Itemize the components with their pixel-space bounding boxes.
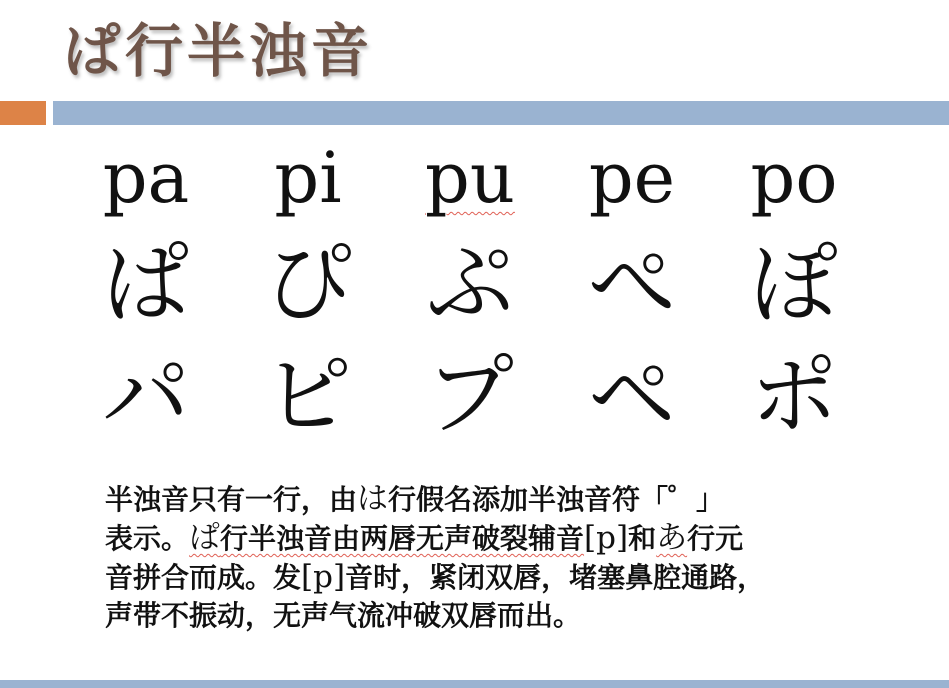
phoneme-p: [p] [584, 520, 629, 556]
phoneme-p: [p] [301, 559, 346, 595]
romaji-cell-pa: pa [102, 137, 190, 219]
romaji-cell-po: po [750, 137, 838, 219]
hiragana-cell-pu: ぷ [425, 232, 514, 335]
handakuten-mark: 「゜」 [640, 483, 725, 516]
hiragana-cell-po: ぽ [749, 232, 838, 335]
paragraph-kana-pa: ぱ [189, 520, 221, 556]
romaji-cell-pu: pu [425, 137, 515, 219]
paragraph-text: 音时，紧闭双唇，堵塞鼻腔通路， [345, 561, 766, 594]
romaji-cell-pe: pe [588, 137, 676, 219]
katakana-cell-pe: ペ [587, 344, 676, 447]
katakana-cell-pa: パ [101, 344, 190, 447]
paragraph-line-1 [105, 480, 895, 519]
katakana-cell-pu: プ [425, 344, 514, 447]
paragraph-text: 半浊音只有一行，由 [105, 483, 358, 516]
hiragana-cell-pe: ぺ [587, 232, 676, 335]
paragraph-text: 表示。 [105, 522, 190, 555]
paragraph-kana-ha: は [357, 481, 389, 517]
paragraph-text: 和 [628, 522, 657, 555]
kana-table [65, 128, 875, 452]
explanation-paragraph [105, 480, 895, 635]
katakana-cell-po: ポ [749, 344, 838, 447]
paragraph-text: 行假名添加半浊音符 [388, 483, 641, 516]
slide-title: ぱ行半浊音 [63, 17, 374, 85]
katakana-cell-pi: ピ [263, 344, 352, 447]
paragraph-text: 音拼合而成。发 [105, 561, 302, 594]
romaji-cell-pi: pi [274, 137, 342, 219]
paragraph-text: 行半浊音由两唇无声破裂辅音 [220, 522, 585, 555]
paragraph-text: 行元 [687, 522, 744, 555]
hiragana-cell-pa: ぱ [101, 232, 190, 335]
accent-square [0, 101, 46, 125]
paragraph-text: 声带不振动，无声气流冲破双唇而出。 [105, 599, 582, 632]
bottom-accent-bar [0, 680, 949, 688]
top-accent-bar [53, 101, 949, 125]
paragraph-kana-a: あ [656, 520, 688, 556]
paragraph-line-2 [105, 519, 895, 558]
paragraph-line-3 [105, 558, 895, 597]
paragraph-line-4 [105, 597, 895, 635]
hiragana-cell-pi: ぴ [263, 232, 352, 335]
